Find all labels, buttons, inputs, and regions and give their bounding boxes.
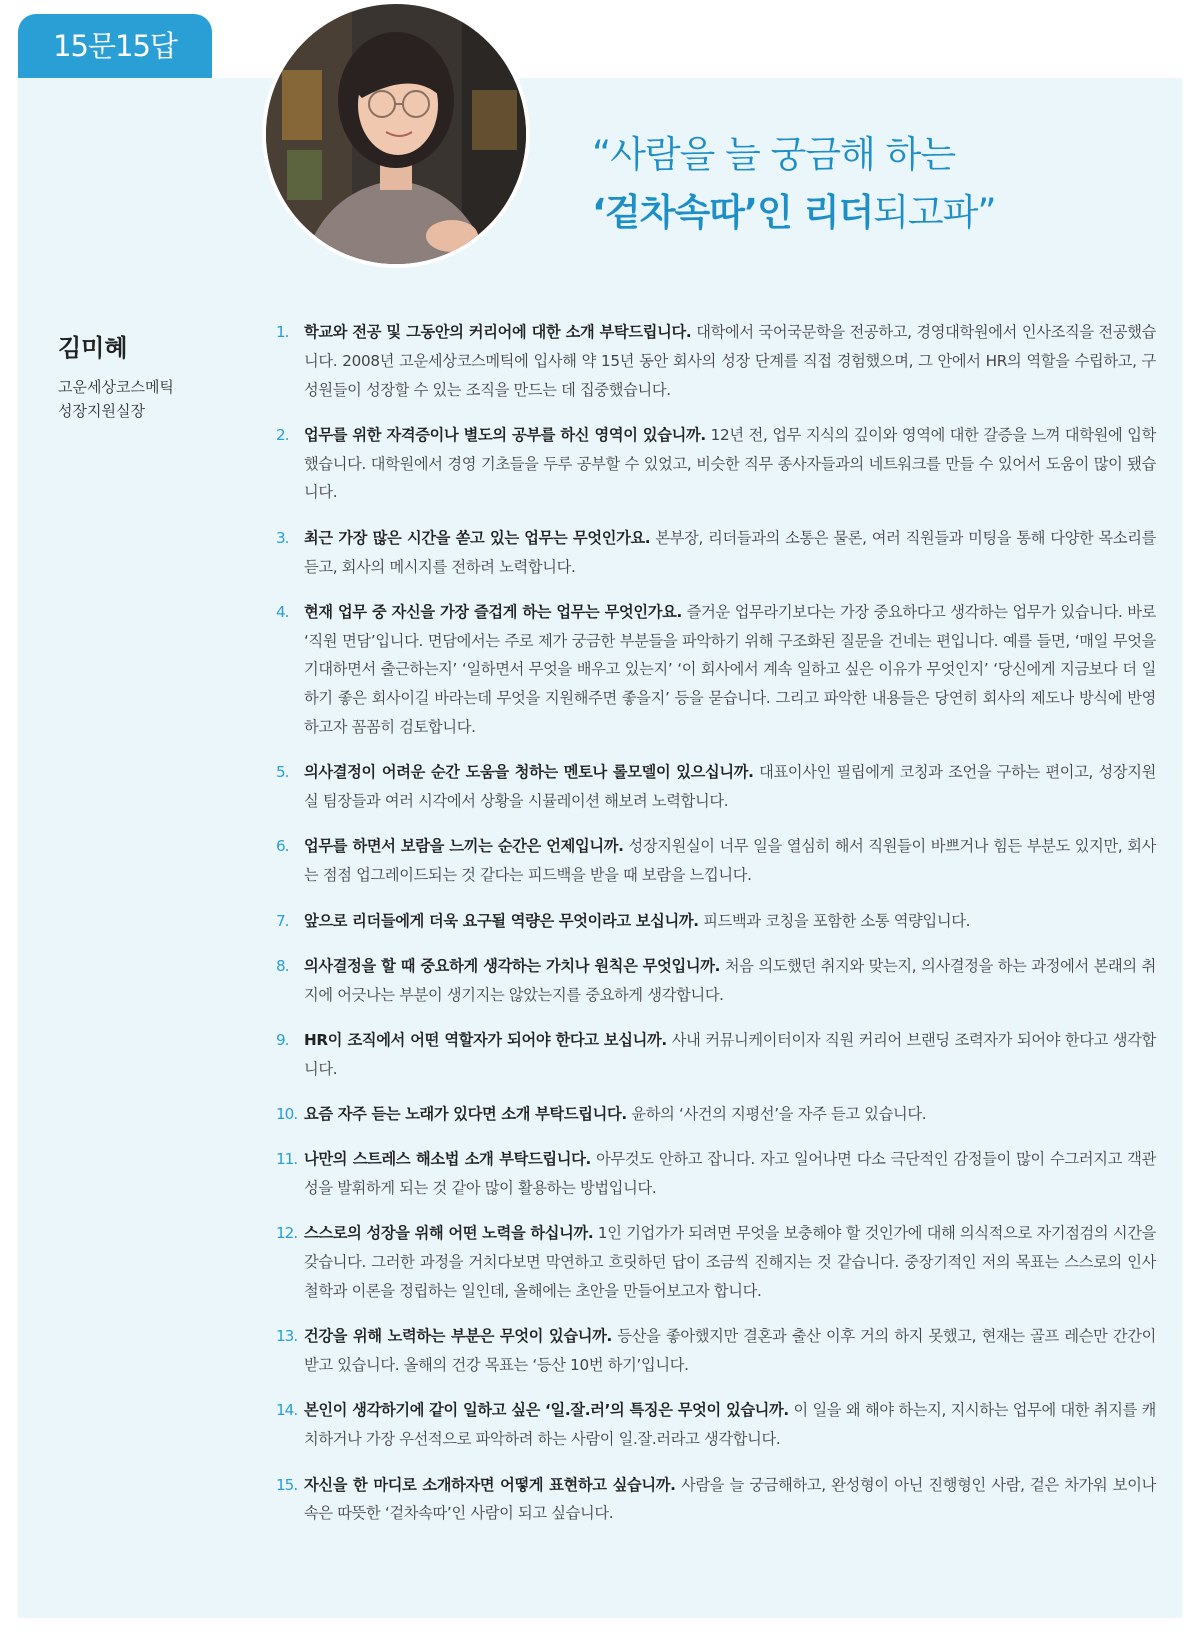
- qa-answer: 대학에서 국어국문학을 전공하고, 경영대학원에서 인사조직을 전공했습니다. 2008년 고운세상코스메틱에 입사해 약 15년 동안 회사의 성장 단계를 직접 경험했으며, 그 안에서 HR의 역할을 수립하고, 구성원들이 성장할 수 있는 조직을 만드는 데 집중했습니다.: [304, 323, 1157, 399]
- qa-number: 11.: [276, 1150, 298, 1169]
- headline-line-2: [592, 184, 1152, 242]
- qa-answer: 이 일을 왜 해야 하는지, 지시하는 업무에 대한 취지를 캐치하거나 가장 우선적으로 파악하려 하는 사람이 일.잘.러라고 생각합니다.: [304, 1401, 1156, 1449]
- interviewee-photo: [262, 0, 530, 268]
- qa-number: 7.: [276, 911, 289, 930]
- qa-number: 10.: [276, 1105, 298, 1124]
- qa-number: 15.: [276, 1475, 298, 1494]
- qa-answer: 윤하의 ‘사건의 지평선’을 자주 듣고 있습니다.: [626, 1105, 927, 1124]
- qa-item: [276, 421, 1156, 507]
- qa-answer: 피드백과 코칭을 포함한 소통 역량입니다.: [698, 911, 971, 930]
- qa-answer: 즐거운 업무라기보다는 가장 중요하다고 생각하는 업무가 있습니다. 바로 ‘직원 면담’입니다. 면담에서는 주로 제가 궁금한 부분들을 파악하기 위해 구조화된 질문을 건네는 편입니다. 예를 들면, ‘매일 무엇을 기대하면서 출근하는지’ ‘일하면서 무엇을 배우고 있는지’ ‘이 회사에서 계속 일하고 싶은 이유가 무엇인지’ ‘당신에게 지금보다 더 일하기 좋은 회사이길 바라는데 무엇을 지원해주면 좋을지’ 등을 묻습니다. 그리고 파악한 내용들은 당연히 회사의 제도나 방식에 반영하고자 꼼꼼히 검토합니다.: [304, 602, 1157, 737]
- qa-number: 6.: [276, 837, 289, 856]
- qa-answer: 대표이사인 필립에게 코칭과 조언을 구하는 편이고, 성장지원실 팀장들과 여러 시각에서 상황을 시뮬레이션 해보려 노력합니다.: [304, 763, 1156, 811]
- qa-item: [276, 907, 1156, 936]
- qa-number: 12.: [276, 1224, 298, 1243]
- qa-number: 2.: [276, 425, 289, 444]
- qa-question: 업무를 위한 자격증이나 별도의 공부를 하신 영역이 있습니까.: [304, 425, 706, 444]
- interviewee-info: [58, 328, 174, 423]
- interviewee-title: 성장지원실장: [58, 402, 145, 420]
- qa-number: 14.: [276, 1401, 298, 1420]
- qa-item: [276, 1145, 1156, 1203]
- qa-question: 본인이 생각하기에 같이 일하고 싶은 ‘일.잘.러’의 특징은 무엇이 있습니까.: [304, 1401, 789, 1420]
- qa-answer: 등산을 좋아했지만 결혼과 출산 이후 거의 하지 못했고, 현재는 골프 레슨만 간간이 받고 있습니다. 올해의 건강 목표는 ‘등산 10번 하기’입니다.: [304, 1327, 1156, 1375]
- qa-item: [276, 318, 1156, 404]
- qa-question: HR이 조직에서 어떤 역할자가 되어야 한다고 보십니까.: [304, 1030, 667, 1049]
- qa-item: [276, 1322, 1156, 1380]
- qa-question: 최근 가장 많은 시간을 쏟고 있는 업무는 무엇인가요.: [304, 528, 651, 547]
- qa-item: [276, 1396, 1156, 1454]
- qa-number: 13.: [276, 1327, 298, 1346]
- qa-number: 8.: [276, 956, 289, 975]
- qa-answer: 아무것도 안하고 잡니다. 자고 일어나면 다소 극단적인 감정들이 많이 수그러지고 객관성을 발휘하게 되는 것 같아 많이 활용하는 방법입니다.: [304, 1150, 1156, 1198]
- qa-number: 5.: [276, 763, 289, 782]
- qa-question: 나만의 스트레스 해소법 소개 부탁드립니다.: [304, 1150, 591, 1169]
- qa-number: 1.: [276, 323, 289, 341]
- qa-item: [276, 952, 1156, 1010]
- qa-answer: 1인 기업가가 되려면 무엇을 보충해야 할 것인가에 대해 의식적으로 자기점검의 시간을 갖습니다. 그러한 과정을 거치다보면 막연하고 흐릿하던 답이 조금씩 진해지는 것 같습니다. 중장기적인 저의 목표는 스스로의 인사 철학과 이론을 정립하는 일인데, 올해에는 초안을 만들어보고자 합니다.: [304, 1224, 1156, 1301]
- qa-item: [276, 758, 1156, 816]
- qa-answer: 성장지원실이 너무 일을 열심히 해서 직원들이 바쁘거나 힘든 부분도 있지만, 회사는 점점 업그레이드되는 것 같다는 피드백을 받을 때 보람을 느낍니다.: [304, 837, 1156, 885]
- qa-question: 현재 업무 중 자신을 가장 즐겁게 하는 업무는 무엇인가요.: [304, 602, 683, 621]
- qa-question: 자신을 한 마디로 소개하자면 어떻게 표현하고 싶습니까.: [304, 1475, 676, 1494]
- qa-item: [276, 1471, 1156, 1529]
- qa-item: [276, 1219, 1156, 1305]
- qa-number: 3.: [276, 528, 289, 547]
- qa-item: [276, 524, 1156, 582]
- qa-item: [276, 598, 1156, 742]
- qa-question: 업무를 하면서 보람을 느끼는 순간은 언제입니까.: [304, 837, 624, 856]
- qa-number: 9.: [276, 1030, 289, 1049]
- qa-answer: 사내 커뮤니케이터이자 직원 커리어 브랜딩 조력자가 되어야 한다고 생각합니다.: [304, 1030, 1156, 1078]
- headline-line-1: “사람을 늘 궁금해 하는: [592, 133, 956, 176]
- qa-question: 스스로의 성장을 위해 어떤 노력을 하십니까.: [304, 1224, 594, 1243]
- qa-item: [276, 1026, 1156, 1084]
- qa-answer: 사람을 늘 궁금해하고, 완성형이 아닌 진행형인 사람, 겉은 차가워 보이나 속은 따뜻한 ‘겉차속따’인 사람이 되고 싶습니다.: [304, 1475, 1156, 1523]
- qa-question: 학교와 전공 및 그동안의 커리어에 대한 소개 부탁드립니다.: [304, 323, 692, 341]
- headline-line-2-rest: 되고파”: [873, 191, 996, 234]
- interviewee-name: 김미혜: [58, 334, 128, 362]
- headline-quote: [592, 126, 1152, 242]
- qa-number: 4.: [276, 602, 289, 621]
- qa-question: 앞으로 리더들에게 더욱 요구될 역량은 무엇이라고 보십니까.: [304, 911, 699, 930]
- qa-answer: 처음 의도했던 취지와 맞는지, 의사결정을 하는 과정에서 본래의 취지에 어긋나는 부분이 생기지는 않았는지를 중요하게 생각합니다.: [304, 956, 1156, 1004]
- qa-answer: 본부장, 리더들과의 소통은 물론, 여러 직원들과 미팅을 통해 다양한 목소리를 듣고, 회사의 메시지를 전하려 노력합니다.: [304, 528, 1156, 576]
- qa-list: [276, 318, 1156, 1545]
- qa-question: 의사결정을 할 때 중요하게 생각하는 가치나 원칙은 무엇입니까.: [304, 956, 721, 975]
- qa-question: 요즘 자주 듣는 노래가 있다면 소개 부탁드립니다.: [304, 1105, 627, 1124]
- portrait-illustration: [262, 0, 530, 268]
- headline-line-2-bold: ‘겉차속따’인 리더: [592, 191, 874, 234]
- qa-item: [276, 832, 1156, 890]
- interviewee-company: 고운세상코스메틱: [58, 378, 174, 396]
- qa-answer: 12년 전, 업무 지식의 깊이와 영역에 대한 갈증을 느껴 대학원에 입학했습니다. 대학원에서 경영 기초들을 두루 공부할 수 있었고, 비슷한 직무 종사자들과의 네트워크를 만들 수 있어서 도움이 많이 됐습니다.: [304, 425, 1156, 502]
- section-tab: 15문15답: [18, 14, 212, 78]
- qa-question: 건강을 위해 노력하는 부분은 무엇이 있습니까.: [304, 1327, 612, 1346]
- qa-question: 의사결정이 어려운 순간 도움을 청하는 멘토나 롤모델이 있으십니까.: [304, 763, 754, 782]
- qa-item: [276, 1100, 1156, 1129]
